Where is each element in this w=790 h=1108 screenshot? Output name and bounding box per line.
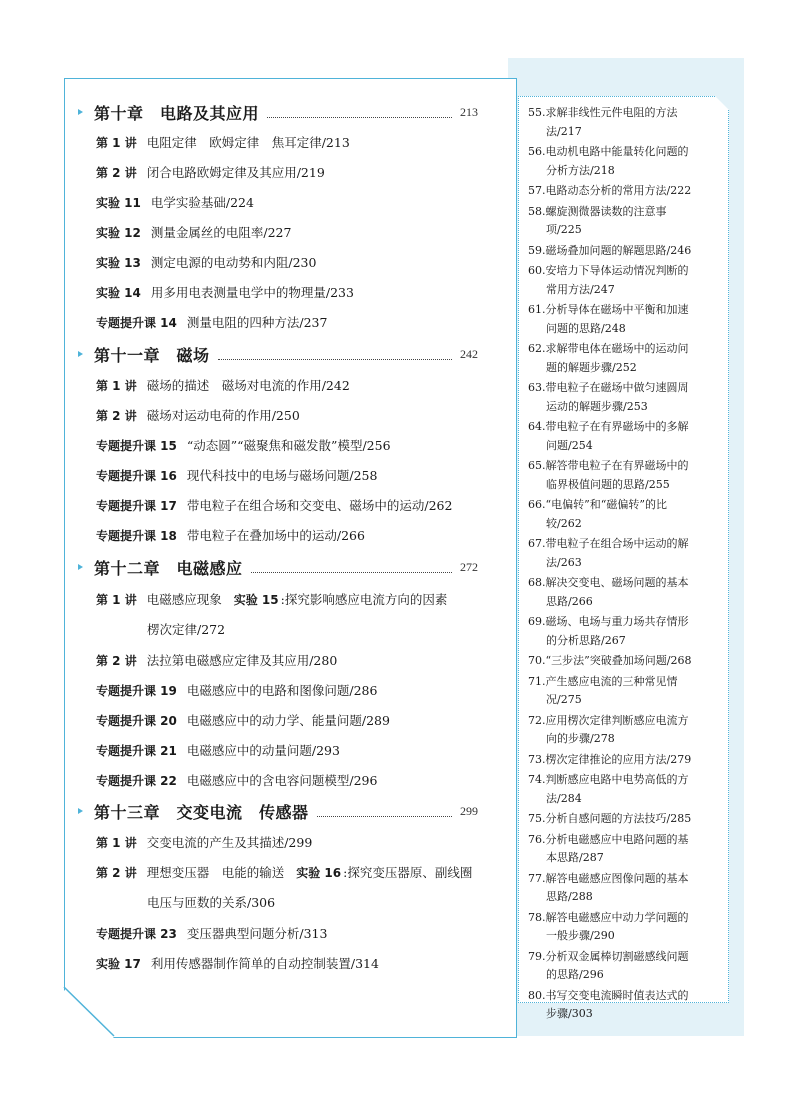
entry-text: 现代科技中的电场与磁场问题/258 [186, 468, 378, 483]
entry-continuation[interactable]: 楞次定律/272 [147, 622, 226, 637]
toc-entry[interactable] [96, 193, 254, 211]
tip-text: 63.带电粒子在磁场中做匀速圆周 [528, 381, 689, 394]
entry-label: 第 2 讲 [96, 866, 137, 880]
tip-item[interactable] [528, 831, 720, 868]
entry-text: 电磁感应中的含电容问题模型/296 [186, 773, 378, 788]
tip-text-cont: 向的步骤/278 [546, 732, 615, 745]
experiment-label: 实验 15 [233, 593, 279, 607]
entry-label: 实验 12 [96, 226, 141, 240]
entry-text: 带电粒子在组合场和交变电、磁场中的运动/262 [186, 498, 453, 513]
tip-text: 64.带电粒子在有界磁场中的多解 [528, 420, 689, 433]
entry-label: 实验 11 [96, 196, 141, 210]
tip-item[interactable] [528, 810, 720, 829]
experiment-text: :探究变压器原、副线圈 [343, 865, 473, 880]
entry-text: 闭合电路欧姆定律及其应用/219 [146, 165, 325, 180]
entry-text: “动态圆”“磁聚焦和磁发散”模型/256 [186, 438, 391, 453]
tip-text-cont: 一般步骤/290 [546, 929, 615, 942]
tip-text: 71.产生感应电流的三种常见情 [528, 674, 678, 688]
tip-text: 66.“电偏转”和“磁偏转”的比 [528, 498, 667, 511]
tip-item[interactable] [528, 948, 720, 985]
tip-item[interactable] [528, 262, 720, 299]
entry-label: 第 2 讲 [96, 409, 137, 423]
tip-text: 80.书写交变电流瞬时值表达式的 [528, 988, 689, 1002]
entry-label: 专题提升课 18 [96, 529, 177, 543]
toc-entry[interactable] [96, 163, 325, 181]
tip-text-cont: 的分析思路/267 [546, 633, 626, 647]
entry-label: 实验 17 [96, 957, 141, 971]
entry-label: 实验 14 [96, 286, 141, 300]
tip-item[interactable] [528, 652, 720, 671]
tip-item[interactable] [528, 457, 720, 494]
tip-item[interactable] [528, 712, 720, 749]
chapter-13[interactable] [78, 800, 478, 822]
entry-label: 专题提升课 21 [96, 744, 177, 758]
tip-text-cont: 法/284 [546, 791, 582, 805]
entry-text: 变压器典型问题分析/313 [186, 926, 328, 941]
toc-entry[interactable] [96, 833, 312, 851]
tip-text: 55.求解非线性元件电阻的方法 [528, 106, 678, 119]
tip-text: 78.解答电磁感应中动力学问题的 [528, 910, 689, 924]
toc-entry[interactable] [96, 590, 447, 608]
chapter-title: 第十章 电路及其应用 [94, 103, 260, 123]
leader-dots [267, 107, 452, 118]
chapter-marker-icon [78, 808, 83, 814]
toc-entry[interactable] [96, 496, 452, 514]
tip-text: 56.电动机电路中能量转化问题的 [528, 145, 689, 158]
tip-text: 59.磁场叠加问题的解题思路/246 [528, 243, 692, 257]
entry-text: 电磁感应现象 [146, 592, 222, 607]
tip-text-cont: 常用方法/247 [546, 282, 615, 296]
toc-entry[interactable] [96, 466, 377, 484]
tip-item[interactable] [528, 987, 720, 1024]
entry-text: 电磁感应中的动力学、能量问题/289 [186, 713, 390, 728]
toc-entry[interactable] [96, 954, 379, 972]
tip-text: 70.“三步法”突破叠加场问题/268 [528, 654, 692, 667]
chapter-11[interactable] [78, 343, 478, 365]
entry-text: 测量电阻的四种方法/237 [186, 315, 328, 330]
tip-text-cont: 本思路/287 [546, 851, 604, 864]
tip-text: 68.解决交变电、磁场问题的基本 [528, 576, 689, 589]
entry-text: 磁场对运动电荷的作用/250 [146, 408, 300, 423]
tip-item[interactable] [528, 496, 720, 533]
tip-item[interactable] [528, 340, 720, 377]
experiment-label: 实验 16 [296, 866, 342, 880]
tip-text: 58.螺旋测微器读数的注意事 [528, 204, 667, 218]
entry-text: 磁场的描述 磁场对电流的作用/242 [146, 378, 350, 393]
toc-entry[interactable] [96, 253, 316, 271]
tip-text-cont: 临界极值问题的思路/255 [546, 477, 670, 491]
tip-text-cont: 较/262 [546, 516, 582, 530]
tip-text: 73.楞次定律推论的应用方法/279 [528, 752, 692, 766]
entry-text: 测定电源的电动势和内阻/230 [150, 255, 317, 270]
tip-text-cont: 法/263 [546, 555, 582, 569]
chapter-marker-icon [78, 564, 83, 570]
entry-text: 利用传感器制作简单的自动控制装置/314 [150, 956, 379, 971]
entry-label: 第 2 讲 [96, 166, 137, 180]
entry-label: 第 1 讲 [96, 379, 137, 393]
tip-item[interactable] [528, 751, 720, 770]
tip-text-cont: 分析方法/218 [546, 163, 615, 177]
experiment-text: :探究影响感应电流方向的因素 [280, 592, 448, 607]
tip-item[interactable] [528, 242, 720, 261]
tip-text-cont: 步骤/303 [546, 1007, 593, 1020]
entry-text: 电学实验基础/224 [150, 195, 254, 210]
chapter-page: 242 [460, 346, 478, 361]
toc-entry[interactable] [96, 133, 350, 151]
entry-label: 专题提升课 20 [96, 714, 177, 728]
toc-entry[interactable] [96, 771, 377, 789]
toc-entry[interactable] [96, 376, 350, 394]
chapter-title: 第十二章 电磁感应 [94, 558, 243, 578]
tip-text: 76.分析电磁感应中电路问题的基 [528, 832, 689, 846]
tip-item[interactable] [528, 771, 720, 808]
tip-text: 77.解答电磁感应图像问题的基本 [528, 871, 689, 885]
entry-label: 专题提升课 22 [96, 774, 177, 788]
tip-text: 72.应用楞次定律判断感应电流方 [528, 713, 689, 727]
entry-text: 法拉第电磁感应定律及其应用/280 [146, 653, 338, 668]
toc-entry[interactable] [96, 924, 327, 942]
toc-entry[interactable] [96, 406, 300, 424]
entry-text: 电磁感应中的动量问题/293 [186, 743, 340, 758]
tip-item[interactable] [528, 909, 720, 946]
tip-item[interactable] [528, 613, 720, 650]
tip-text: 69.磁场、电场与重力场共存情形 [528, 615, 689, 628]
toc-entry[interactable] [96, 863, 472, 881]
toc-entry[interactable] [96, 223, 291, 241]
tip-item[interactable] [528, 870, 720, 907]
toc-entry[interactable] [96, 651, 337, 669]
chapter-page: 213 [460, 104, 478, 119]
chapter-title: 第十三章 交变电流 传感器 [94, 802, 309, 822]
panel-corner-fold [63, 986, 116, 1038]
entry-text: 用多用电表测量电学中的物理量/233 [150, 285, 354, 300]
tip-text-cont: 的思路/296 [546, 968, 604, 981]
tip-item[interactable] [528, 143, 720, 180]
tip-text: 75.分析自感问题的方法技巧/285 [528, 812, 692, 825]
tip-item[interactable] [528, 301, 720, 338]
toc-entry[interactable] [96, 436, 391, 454]
tip-text: 61.分析导体在磁场中平衡和加速 [528, 303, 689, 316]
entry-label: 专题提升课 16 [96, 469, 177, 483]
tip-text-cont: 法/217 [546, 124, 582, 138]
chapter-page: 272 [460, 559, 478, 574]
tip-text-cont: 思路/266 [546, 594, 593, 608]
tip-item[interactable] [528, 574, 720, 611]
tip-text-cont: 问题/254 [546, 438, 593, 452]
tip-text-cont: 思路/288 [546, 890, 593, 903]
tip-text-cont: 题的解题步骤/252 [546, 360, 637, 374]
tip-item[interactable] [528, 535, 720, 572]
entry-label: 第 1 讲 [96, 136, 137, 150]
entry-label: 专题提升课 23 [96, 927, 177, 941]
entry-text: 电磁感应中的电路和图像问题/286 [186, 683, 378, 698]
leader-dots [317, 806, 452, 817]
entry-label: 专题提升课 19 [96, 684, 177, 698]
entry-label: 第 1 讲 [96, 836, 137, 850]
tip-text: 67.带电粒子在组合场中运动的解 [528, 537, 689, 550]
leader-dots [251, 562, 452, 573]
tip-item[interactable] [528, 182, 720, 201]
entry-text: 交变电流的产生及其描述/299 [146, 835, 313, 850]
tip-text-cont: 项/225 [546, 223, 582, 236]
tip-item[interactable] [528, 203, 720, 240]
entry-text: 电阻定律 欧姆定律 焦耳定律/213 [146, 135, 350, 150]
tip-text: 79.分析双金属棒切割磁感线问题 [528, 949, 689, 963]
toc-entry[interactable] [96, 681, 377, 699]
tip-text: 74.判断感应电路中电势高低的方 [528, 773, 689, 786]
entry-continuation[interactable]: 电压与匝数的关系/306 [147, 895, 276, 910]
tip-text-cont: 况/275 [546, 693, 582, 706]
tip-text: 60.安培力下导体运动情况判断的 [528, 264, 689, 277]
toc-entry[interactable] [96, 313, 327, 331]
entry-label: 实验 13 [96, 256, 141, 270]
chapter-marker-icon [78, 351, 83, 357]
chapter-title: 第十一章 磁场 [94, 345, 210, 365]
toc-entry[interactable] [96, 283, 354, 301]
tip-item[interactable] [528, 104, 720, 141]
chapter-12[interactable] [78, 556, 478, 578]
chapter-10[interactable] [78, 101, 478, 123]
entry-label: 专题提升课 14 [96, 316, 177, 330]
tip-text: 57.电路动态分析的常用方法/222 [528, 184, 692, 197]
entry-text: 测量金属丝的电阻率/227 [150, 225, 292, 240]
tip-item[interactable] [528, 673, 720, 710]
tip-text: 65.解答带电粒子在有界磁场中的 [528, 459, 689, 472]
entry-text: 理想变压器 电能的输送 [146, 865, 285, 880]
entry-label: 第 2 讲 [96, 654, 137, 668]
tip-item[interactable] [528, 418, 720, 455]
chapter-page: 299 [460, 803, 478, 818]
leader-dots [218, 349, 452, 360]
toc-entry[interactable] [96, 711, 390, 729]
toc-entry[interactable] [96, 741, 340, 759]
entry-label: 专题提升课 17 [96, 499, 177, 513]
tip-text: 62.求解带电体在磁场中的运动问 [528, 342, 689, 355]
tip-item[interactable] [528, 379, 720, 416]
toc-entry[interactable] [96, 526, 365, 544]
tip-text-cont: 运动的解题步骤/253 [546, 399, 648, 413]
tip-text-cont: 问题的思路/248 [546, 321, 626, 335]
entry-label: 第 1 讲 [96, 593, 137, 607]
entry-label: 专题提升课 15 [96, 439, 177, 453]
chapter-marker-icon [78, 109, 83, 115]
entry-text: 带电粒子在叠加场中的运动/266 [186, 528, 365, 543]
